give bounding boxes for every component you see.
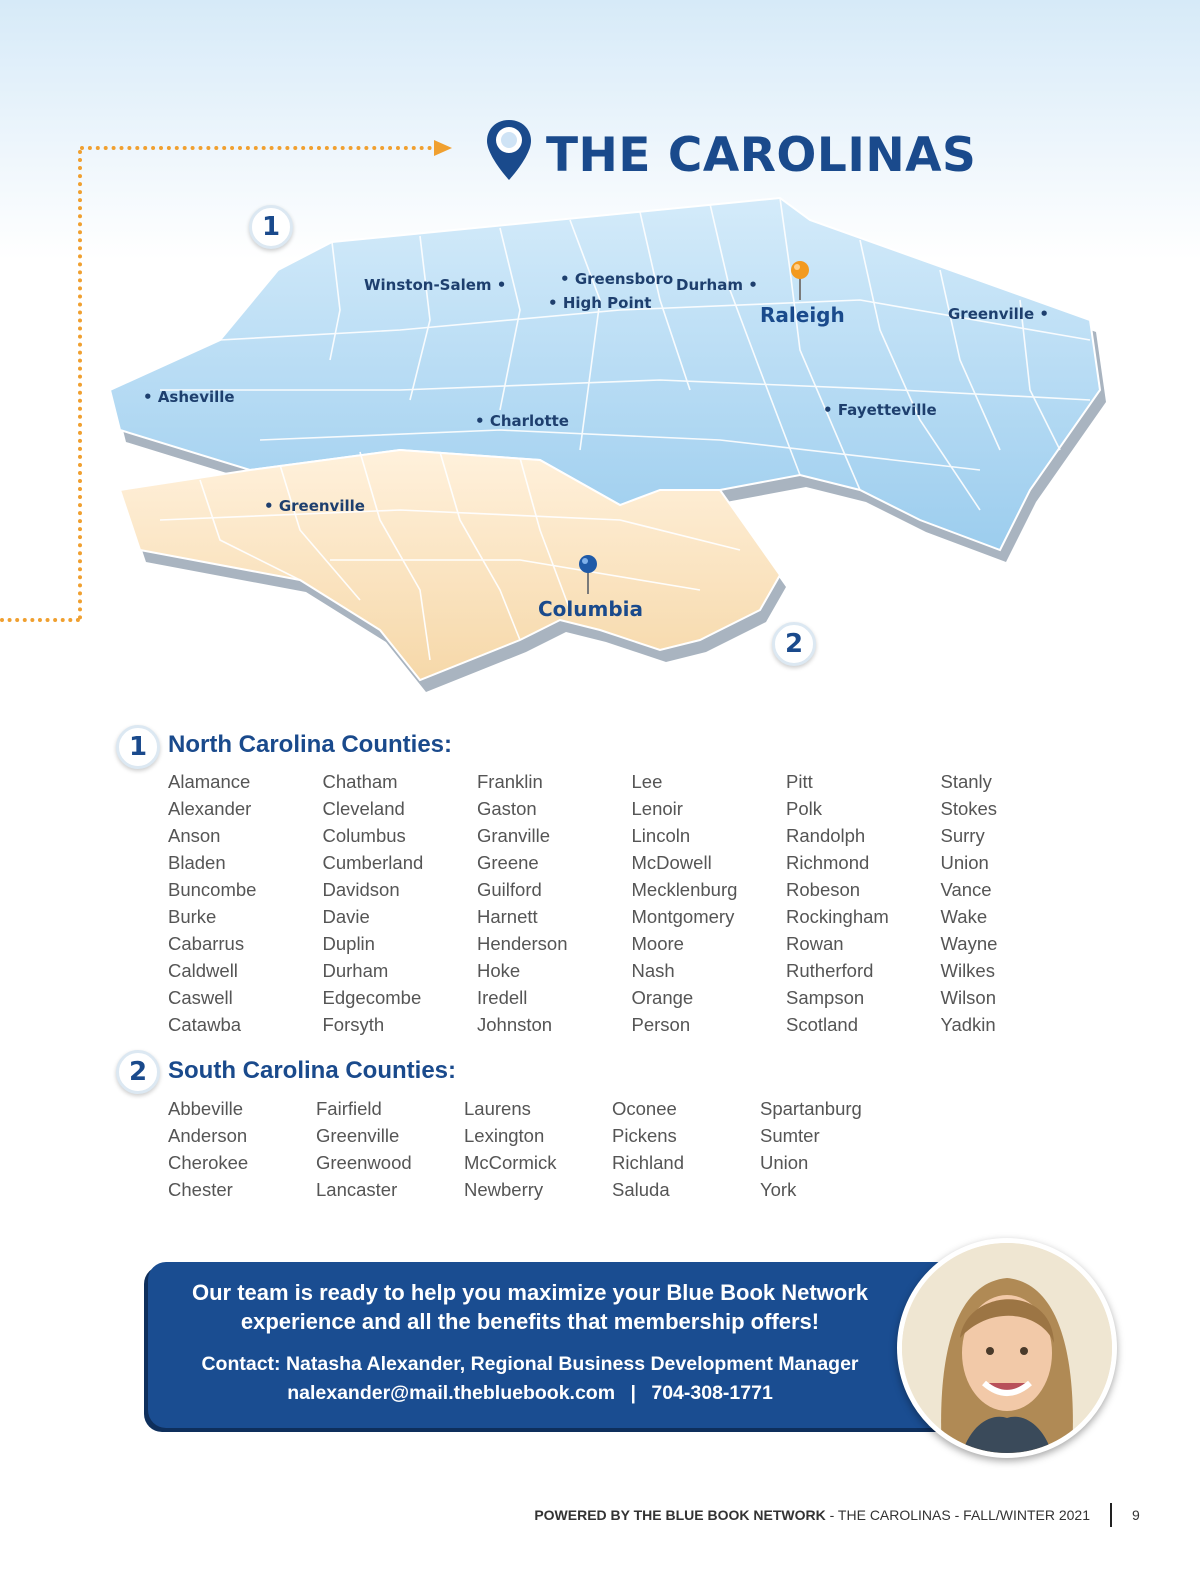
county-column: [168, 1095, 248, 1203]
county-name: Greenwood: [316, 1152, 412, 1173]
city-durham: Durham •: [676, 276, 758, 294]
footer-text: [534, 1507, 1090, 1523]
county-name: Cleveland: [322, 798, 405, 819]
county-name: Newberry: [464, 1179, 544, 1200]
footer-divider: [1110, 1503, 1112, 1527]
county-name: Duplin: [322, 933, 375, 954]
county-name: Mecklenburg: [631, 879, 738, 900]
county-name: Saluda: [612, 1179, 670, 1200]
county-name: Granville: [477, 825, 550, 846]
county-column: [612, 1095, 684, 1203]
county-name: Laurens: [464, 1098, 531, 1119]
county-column: [477, 768, 568, 1038]
banner-contact: Contact: Natasha Alexander, Regional Business Development Manager: [201, 1353, 859, 1375]
county-column: [632, 768, 738, 1038]
county-name: Vance: [940, 879, 992, 900]
county-column: [464, 1095, 557, 1203]
county-name: Harnett: [477, 906, 538, 927]
city-greenville-nc: Greenville •: [948, 305, 1049, 323]
county-name: Stanly: [940, 771, 992, 792]
county-name: Anderson: [168, 1125, 248, 1146]
county-name: Wake: [940, 906, 988, 927]
county-name: Union: [940, 852, 989, 873]
county-name: Alamance: [168, 771, 251, 792]
banner-line-2: experience and all the benefits that membership offers!: [240, 1309, 820, 1334]
county-name: Robeson: [786, 879, 861, 900]
banner-line-1: Our team is ready to help you maximize your Blue Book Network: [191, 1280, 869, 1305]
city-greenville-sc: • Greenville: [264, 497, 365, 515]
county-name: Greene: [477, 852, 539, 873]
county-name: Sumter: [760, 1125, 820, 1146]
county-name: Bladen: [168, 852, 226, 873]
county-name: McDowell: [631, 852, 712, 873]
county-column: [786, 768, 889, 1038]
county-name: Yadkin: [940, 1014, 996, 1035]
contact-photo: [897, 1238, 1117, 1458]
county-name: Person: [631, 1014, 691, 1035]
nc-section-title: North Carolina Counties:: [168, 731, 453, 758]
county-name: Montgomery: [631, 906, 735, 927]
banner-contact-details: [150, 1382, 910, 1405]
page-title: THE CAROLINAS: [546, 128, 977, 183]
county-name: Forsyth: [322, 1014, 385, 1035]
footer-brand: POWERED BY THE BLUE BOOK NETWORK: [534, 1507, 826, 1523]
county-name: Anson: [168, 825, 221, 846]
person-portrait-icon: [902, 1243, 1112, 1453]
county-name: Orange: [631, 987, 694, 1008]
city-raleigh: Raleigh: [760, 303, 845, 327]
county-name: Edgecombe: [322, 987, 422, 1008]
county-name: Spartanburg: [760, 1098, 862, 1119]
county-name: Surry: [940, 825, 985, 846]
contact-separator: |: [630, 1382, 636, 1404]
county-name: Columbus: [322, 825, 406, 846]
county-column: [316, 1095, 412, 1203]
county-name: Scotland: [786, 1014, 858, 1035]
city-high-point: • High Point: [548, 294, 652, 312]
county-name: Alexander: [168, 798, 252, 819]
city-columbia: Columbia: [538, 597, 644, 621]
county-name: Fairfield: [316, 1098, 382, 1119]
county-name: Lancaster: [316, 1179, 398, 1200]
county-name: Lexington: [464, 1125, 545, 1146]
county-name: Cabarrus: [168, 933, 245, 954]
county-name: Stokes: [940, 798, 998, 819]
contact-email-link[interactable]: nalexander@mail.thebluebook.com: [287, 1382, 616, 1404]
county-name: Polk: [786, 798, 822, 819]
county-name: Oconee: [612, 1098, 677, 1119]
county-name: Catawba: [168, 1014, 242, 1035]
city-winston-salem: Winston-Salem •: [364, 276, 507, 294]
county-name: Chatham: [322, 771, 398, 792]
city-charlotte: • Charlotte: [475, 412, 569, 430]
county-name: Pitt: [786, 771, 813, 792]
county-name: Buncombe: [168, 879, 257, 900]
county-column: [168, 768, 256, 1038]
county-name: Durham: [322, 960, 389, 981]
county-name: Wilson: [940, 987, 997, 1008]
county-name: Chester: [168, 1179, 233, 1200]
location-pin-icon: [484, 118, 534, 182]
county-name: Lincoln: [631, 825, 691, 846]
county-column: [760, 1095, 862, 1203]
map-marker-nc: 1: [249, 205, 293, 249]
county-column: [941, 768, 998, 1038]
county-name: Franklin: [477, 771, 543, 792]
section-number-nc: 1: [116, 725, 160, 769]
county-name: Johnston: [477, 1014, 553, 1035]
page-number: 9: [1132, 1507, 1140, 1523]
county-name: Nash: [631, 960, 675, 981]
county-name: Moore: [631, 933, 684, 954]
dotted-connector-bottom: [0, 618, 80, 622]
county-name: Davidson: [322, 879, 400, 900]
county-name: Sampson: [786, 987, 865, 1008]
county-name: Cumberland: [322, 852, 424, 873]
county-name: Wayne: [940, 933, 998, 954]
county-name: Abbeville: [168, 1098, 244, 1119]
city-greensboro: • Greensboro: [560, 270, 674, 288]
county-name: Caldwell: [168, 960, 238, 981]
county-name: Lee: [631, 771, 663, 792]
county-name: Lenoir: [631, 798, 683, 819]
county-name: Union: [760, 1152, 809, 1173]
city-asheville: • Asheville: [143, 388, 235, 406]
county-name: Iredell: [477, 987, 528, 1008]
county-column: [323, 768, 424, 1038]
county-name: Pickens: [612, 1125, 677, 1146]
county-name: Richland: [612, 1152, 684, 1173]
contact-phone-link[interactable]: 704-308-1771: [651, 1382, 773, 1404]
section-number-sc: 2: [116, 1050, 160, 1094]
county-name: Cherokee: [168, 1152, 249, 1173]
arrow-head-icon: [434, 140, 452, 156]
county-name: Rowan: [786, 933, 844, 954]
footer-issue: - THE CAROLINAS - FALL/WINTER 2021: [825, 1507, 1090, 1523]
county-name: Henderson: [477, 933, 568, 954]
county-name: Rockingham: [786, 906, 889, 927]
city-fayetteville: • Fayetteville: [823, 401, 937, 419]
county-name: Randolph: [786, 825, 866, 846]
map-marker-sc: 2: [772, 622, 816, 666]
county-name: Burke: [168, 906, 217, 927]
county-name: Wilkes: [940, 960, 995, 981]
county-name: Rutherford: [786, 960, 874, 981]
county-name: Greenville: [316, 1125, 400, 1146]
county-name: Caswell: [168, 987, 233, 1008]
dotted-connector-vertical: [78, 150, 82, 620]
county-name: Hoke: [477, 960, 521, 981]
county-name: Richmond: [786, 852, 870, 873]
county-name: Guilford: [477, 879, 542, 900]
county-name: Gaston: [477, 798, 537, 819]
dotted-connector-top: [80, 146, 432, 150]
county-name: Davie: [322, 906, 370, 927]
sc-section-title: South Carolina Counties:: [168, 1057, 456, 1084]
county-name: McCormick: [464, 1152, 557, 1173]
carolinas-map: [100, 190, 1110, 710]
county-name: York: [760, 1179, 797, 1200]
